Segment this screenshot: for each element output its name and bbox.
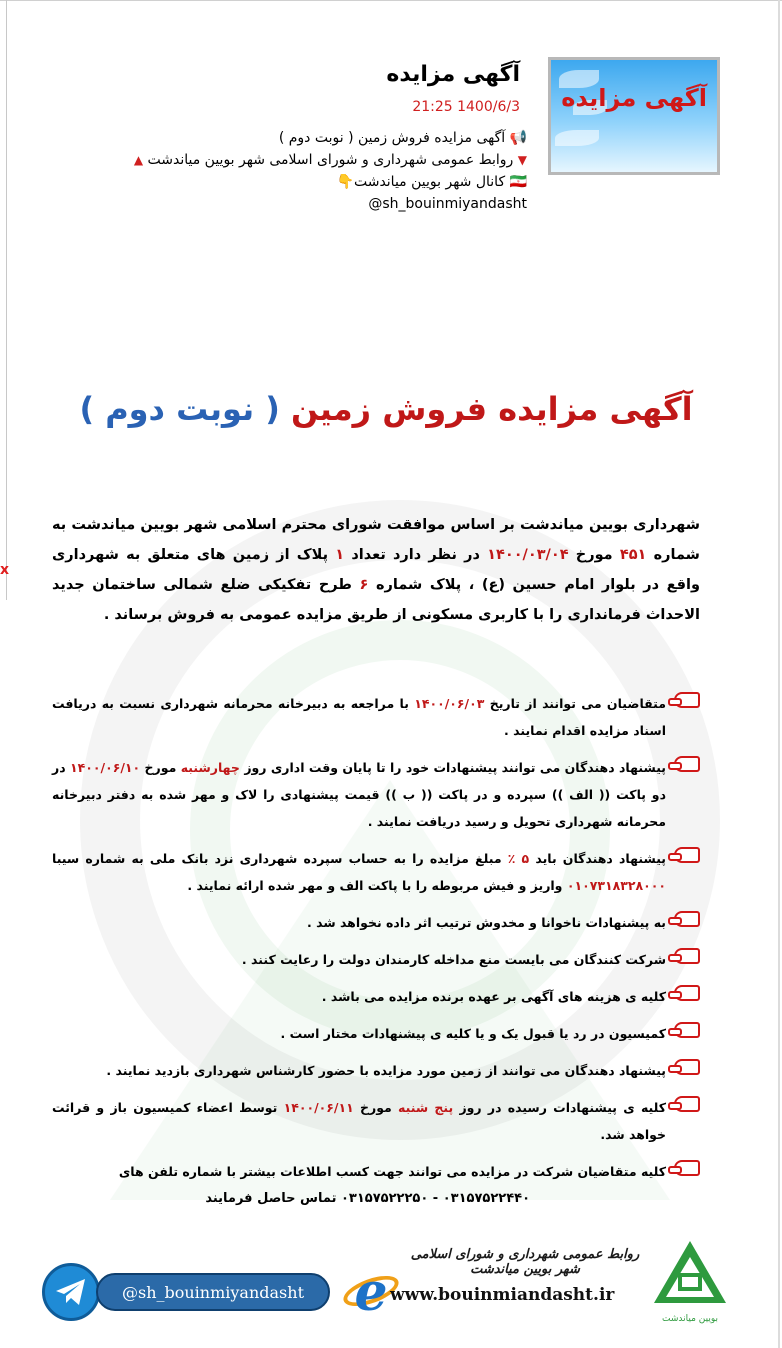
leaf-decoration: [555, 130, 599, 146]
item-text: پیشنهاد دهندگان باید: [535, 851, 666, 866]
pointing-hand-icon: [674, 1059, 700, 1075]
pointing-hand-icon: [674, 911, 700, 927]
org-line: روابط عمومی شهرداری و شورای اسلامی شهر بویین میاندشت: [147, 152, 514, 168]
item-text: کمیسیون در رد یا قبول یک و یا کلیه ی پیشنهادات مختار است .: [280, 1026, 666, 1041]
item-text: شرکت کنندگان می بایست منع مداخله کارمندان دولت را رعایت کنند .: [241, 952, 666, 967]
post-body: [47, 127, 527, 215]
item-text: متقاضیان می توانند از تاریخ: [489, 696, 666, 711]
intro-text: شهرداری بویین میاندشت بر اساس موافقت شورای محترم اسلامی شهر بویین میاندشت به شماره: [52, 517, 700, 563]
list-item: [52, 983, 700, 1010]
list-item: [52, 754, 700, 835]
item-date: ۱۴۰۰/۰۶/۱۰: [70, 760, 141, 775]
telegram-handle-link[interactable]: @sh_bouinmiyandasht: [96, 1273, 330, 1311]
list-item: [52, 690, 700, 744]
item-text: به پیشنهادات ناخوانا و مخدوش ترتیب اثر داده نخواهد شد .: [307, 915, 666, 930]
triangle-down-icon: ▼: [517, 153, 527, 167]
poster-title: [40, 390, 732, 428]
item-text: کلیه ی پیشنهادات رسیده در روز: [459, 1100, 667, 1115]
pointing-hand-icon: [674, 1022, 700, 1038]
list-item: [52, 1158, 700, 1185]
paper-plane-icon: [54, 1277, 88, 1307]
pointing-hand-icon: [674, 985, 700, 1001]
item-day: چهارشنبه: [180, 760, 240, 775]
approval-number: ۴۵۱: [619, 547, 647, 563]
item-day: پنج شنبه: [398, 1100, 454, 1115]
pointing-hand-icon: [674, 756, 700, 772]
website-link[interactable]: www.bouinmiandasht.ir: [390, 1285, 615, 1305]
right-border: [778, 0, 780, 1348]
item-text: مورخ: [360, 1100, 392, 1115]
list-item: [52, 1020, 700, 1047]
post-thumbnail[interactable]: [548, 57, 720, 175]
pointing-hand-icon: [674, 847, 700, 863]
item-text: مورخ: [144, 760, 177, 775]
deposit-percent: ۵ ٪: [507, 851, 530, 866]
poster-title-main: آگهی مزایده فروش زمین: [290, 390, 693, 428]
item-text: پیشنهاد دهندگان می توانند از زمین مورد مزایده با حضور کارشناس شهرداری بازدید نمایند .: [106, 1063, 666, 1078]
account-number: ۰۱۰۷۳۱۸۳۲۸۰۰۰: [566, 878, 666, 893]
item-date: ۱۴۰۰/۰۶/۰۳: [414, 696, 485, 711]
item-text: کلیه ی هزینه های آگهی بر عهده برنده مزایده می باشد .: [321, 989, 666, 1004]
auction-poster: [40, 360, 732, 1330]
logo-caption: بویین میاندشت: [662, 1314, 718, 1324]
poster-footer: [40, 1235, 732, 1330]
list-item: [52, 845, 700, 899]
post-datetime: 21:25 1400/6/3: [412, 99, 520, 115]
item-text: مبلغ مزایده را به حساب سپرده شهرداری نزد بانک ملی به شماره سیبا: [52, 851, 502, 866]
edge-mark: x: [0, 562, 10, 578]
intro-paragraph: [52, 510, 700, 630]
intro-text: مورخ: [575, 547, 613, 563]
triangle-up-icon: ▲: [133, 153, 144, 167]
item-text: با مراجعه به دبیرخانه محرمانه شهرداری نسبت به دریافت اسناد مزایده اقدام نمایند .: [52, 696, 666, 738]
item-text: واریز و فیش مربوطه را با پاکت الف و مهر شده ارائه نمایند .: [187, 878, 563, 893]
item-text: کلیه متقاضیان شرکت در مزایده می توانند جهت کسب اطلاعات بیشتر با شماره تلفن های: [118, 1164, 666, 1179]
item-text: توسط اعضاء کمیسیون باز و قرائت خواهد شد.: [52, 1100, 666, 1142]
poster-title-round: ( نوبت دوم ): [79, 390, 280, 428]
item-text: پیشنهاد دهندگان می توانند پیشنهادات خود را تا پایان وقت اداری روز: [244, 760, 666, 775]
pointing-hand-icon: [674, 692, 700, 708]
list-item: [52, 946, 700, 973]
left-border: [6, 0, 7, 600]
footer-org-name: روابط عمومی شهرداری و شورای اسلامی شهر بویین میاندشت: [410, 1247, 640, 1277]
intro-text: طرح تفکیکی ضلع شمالی ساختمان جدید الاحداث فرمانداری را با کاربری مسکونی از طریق مزایده عمومی به فروش برساند .: [52, 577, 700, 623]
intro-text: در نظر دارد تعداد: [351, 547, 480, 563]
top-border: [0, 0, 782, 1]
pointing-hand-icon: [674, 1096, 700, 1112]
list-item: [52, 1094, 700, 1148]
approval-date: ۱۴۰۰/۰۳/۰۴: [487, 547, 569, 563]
post-title: آگهی مزایده: [386, 62, 520, 87]
intro-text: پلاک از زمین های متعلق به شهرداری واقع در بلوار امام حسین (ع) ، پلاک شماره: [52, 547, 700, 593]
pointing-hand-icon: [674, 948, 700, 964]
telegram-icon[interactable]: [42, 1263, 100, 1321]
list-item: [52, 909, 700, 936]
conditions-list: [52, 690, 700, 1206]
ie-letter: e: [354, 1261, 388, 1323]
list-item: [52, 1057, 700, 1084]
item-text: در دو پاکت (( الف )) سپرده و در پاکت (( ب )) قیمت پیشنهادی را لاک و مهر شده به دفتر دبیرخانه محرمانه شهرداری تحویل و رسید دریافت نمایند .: [52, 760, 666, 829]
channel-handle-link[interactable]: @sh_bouinmiyandasht: [368, 196, 527, 212]
item-date: ۱۴۰۰/۰۶/۱۱: [283, 1100, 354, 1115]
municipality-logo: [652, 1239, 728, 1329]
contact-phones: ۰۳۱۵۷۵۲۲۴۴۰ - ۰۳۱۵۷۵۲۲۲۵۰ تماس حاصل فرمایند: [205, 1191, 530, 1206]
plot-count: ۱: [335, 547, 345, 563]
post-line-2: [47, 149, 527, 171]
post-line-1: 📢 آگهی مزایده فروش زمین ( نوبت دوم ): [278, 130, 527, 146]
channel-line: 🇮🇷 کانال شهر بویین میاندشت👇: [336, 174, 527, 190]
plot-number: ۶: [359, 577, 369, 593]
pointing-hand-icon: [674, 1160, 700, 1176]
thumbnail-title: آگهی مزایده: [561, 84, 707, 112]
